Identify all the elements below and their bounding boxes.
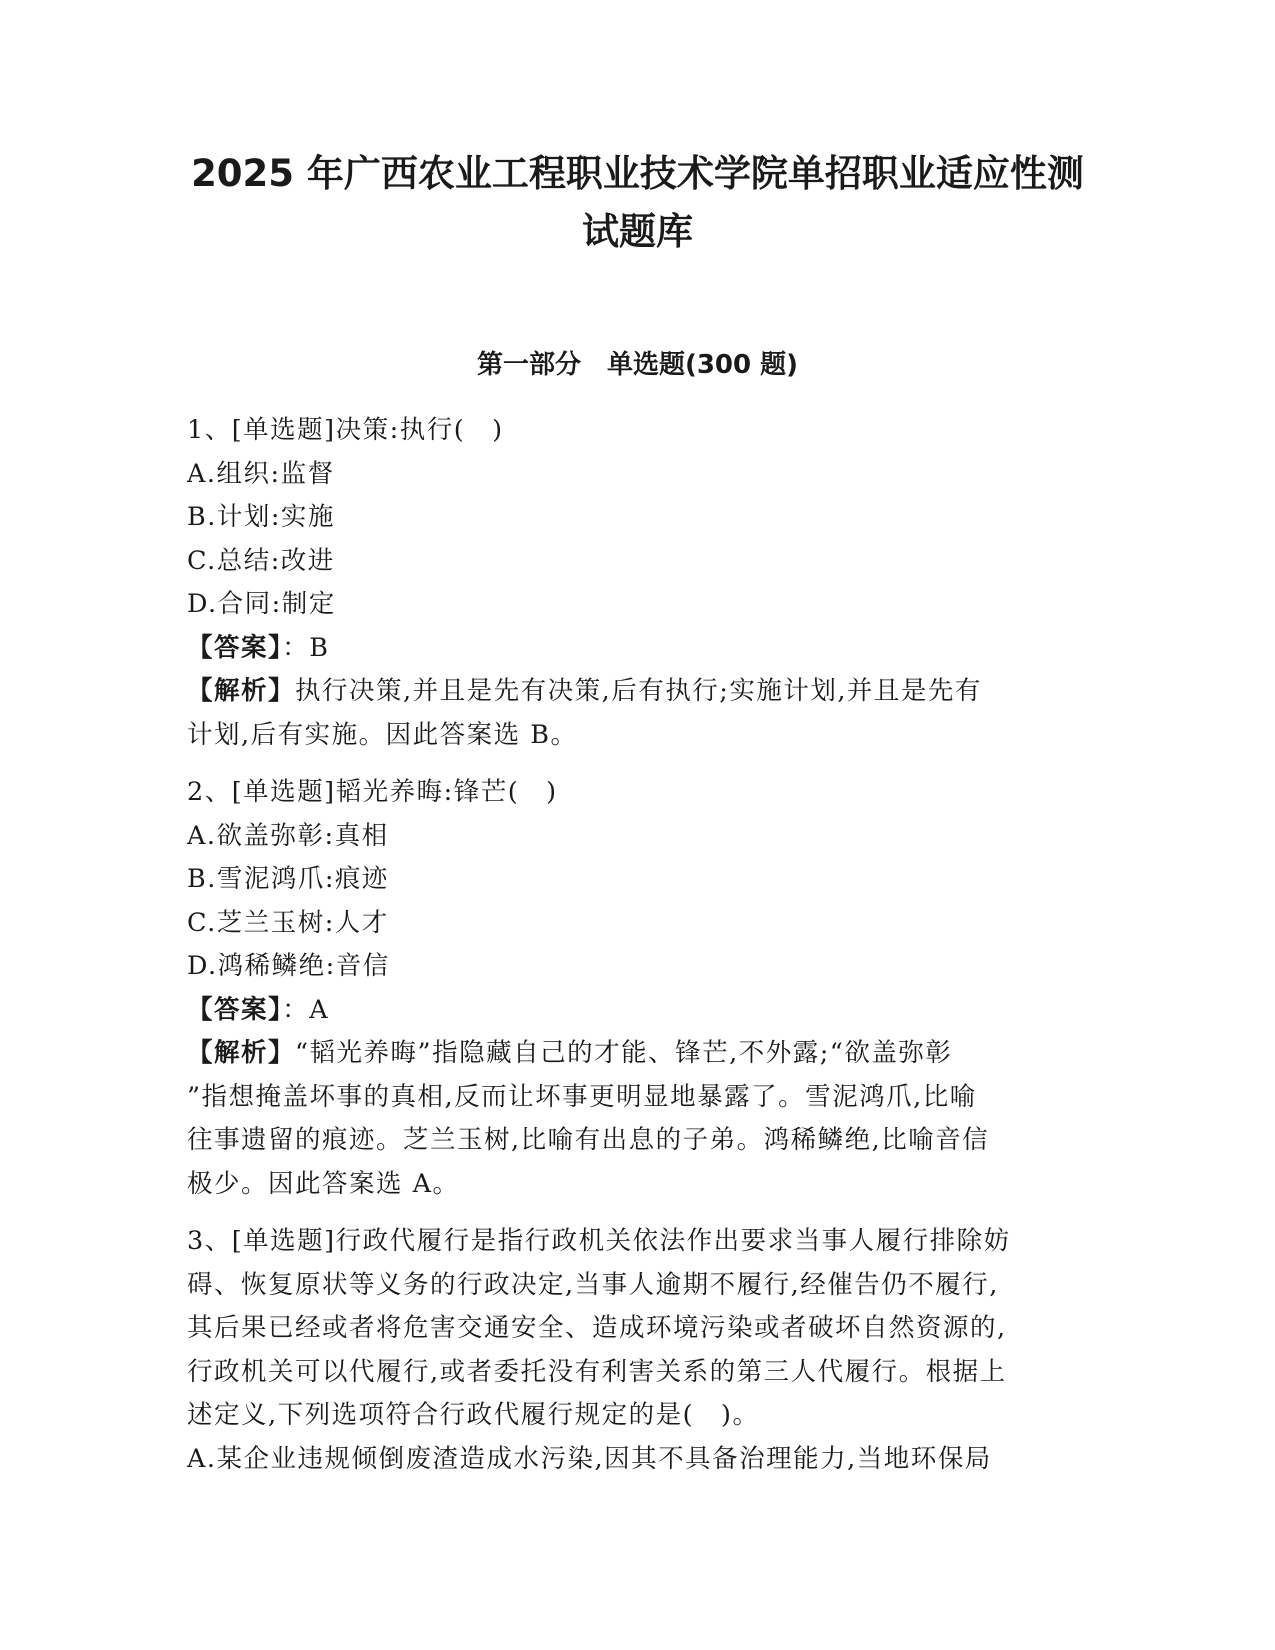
section-heading: 第一部分 单选题(300 题)	[476, 350, 799, 380]
question-stem: 2、[单选题]韬光养晦:锋芒( )	[187, 777, 558, 807]
analysis-line	[187, 1032, 1087, 1076]
option-d: D.合同:制定	[187, 589, 336, 619]
option-c: C.芝兰玉树:人才	[187, 907, 389, 938]
question-stem: 3、[单选题]行政代履行是指行政机关依法作出要求当事人履行排除妨	[187, 1226, 1011, 1256]
option-b: B.雪泥鸿爪:痕迹	[187, 864, 389, 894]
question-stem: 其后果已经或者将危害交通安全、造成环境污染或者破坏自然资源的,	[187, 1313, 1007, 1343]
question-item	[187, 409, 1087, 757]
answer-value: ：B	[282, 632, 330, 663]
question-item	[187, 1220, 1087, 1481]
option-c: C.总结:改进	[187, 545, 335, 576]
question-list	[187, 409, 1087, 1481]
document-title-line-2: 试题库	[582, 210, 693, 253]
option-b: B.计划:实施	[187, 502, 335, 532]
answer-value: ：A	[282, 994, 330, 1025]
analysis-text: 极少。因此答案选 A。	[187, 1168, 460, 1199]
question-stem: 碍、恢复原状等义务的行政决定,当事人逾期不履行,经催告仍不履行,	[187, 1269, 999, 1300]
option-d: D.鸿稀鳞绝:音信	[187, 951, 390, 981]
question-stem: 1、[单选题]决策:执行( )	[187, 415, 504, 445]
analysis-label: 【解析】	[187, 1038, 296, 1068]
analysis-line	[187, 670, 1087, 714]
question-item	[187, 771, 1087, 1206]
analysis-text: “韬光养晦”指隐藏自己的才能、锋芒,不外露;“欲盖弥彰	[295, 1038, 953, 1068]
analysis-text: 计划,后有实施。因此答案选 B。	[187, 719, 578, 750]
question-stem: 行政机关可以代履行,或者委托没有利害关系的第三人代履行。根据上	[187, 1356, 1007, 1387]
analysis-label: 【解析】	[187, 676, 296, 706]
option-a: A.组织:监督	[187, 458, 335, 489]
option-a: A.欲盖弥彰:真相	[187, 820, 389, 851]
answer-line	[187, 627, 1087, 671]
answer-label: 【答案】	[187, 632, 283, 663]
document-title-line-1: 2025 年广西农业工程职业技术学院单招职业适应性测	[191, 152, 1084, 195]
option-a: A.某企业违规倾倒废渣造成水污染,因其不具备治理能力,当地环保局	[187, 1443, 992, 1474]
analysis-text: 执行决策,并且是先有决策,后有执行;实施计划,并且是先有	[295, 676, 982, 706]
answer-label: 【答案】	[187, 994, 283, 1025]
analysis-text: ”指想掩盖坏事的真相,反而让坏事更明显地暴露了。雪泥鸿爪,比喻	[187, 1081, 977, 1112]
question-stem: 述定义,下列选项符合行政代履行规定的是( )。	[187, 1400, 760, 1430]
analysis-text: 往事遗留的痕迹。芝兰玉树,比喻有出息的子弟。鸿稀鳞绝,比喻音信	[187, 1125, 990, 1155]
answer-line	[187, 989, 1087, 1033]
